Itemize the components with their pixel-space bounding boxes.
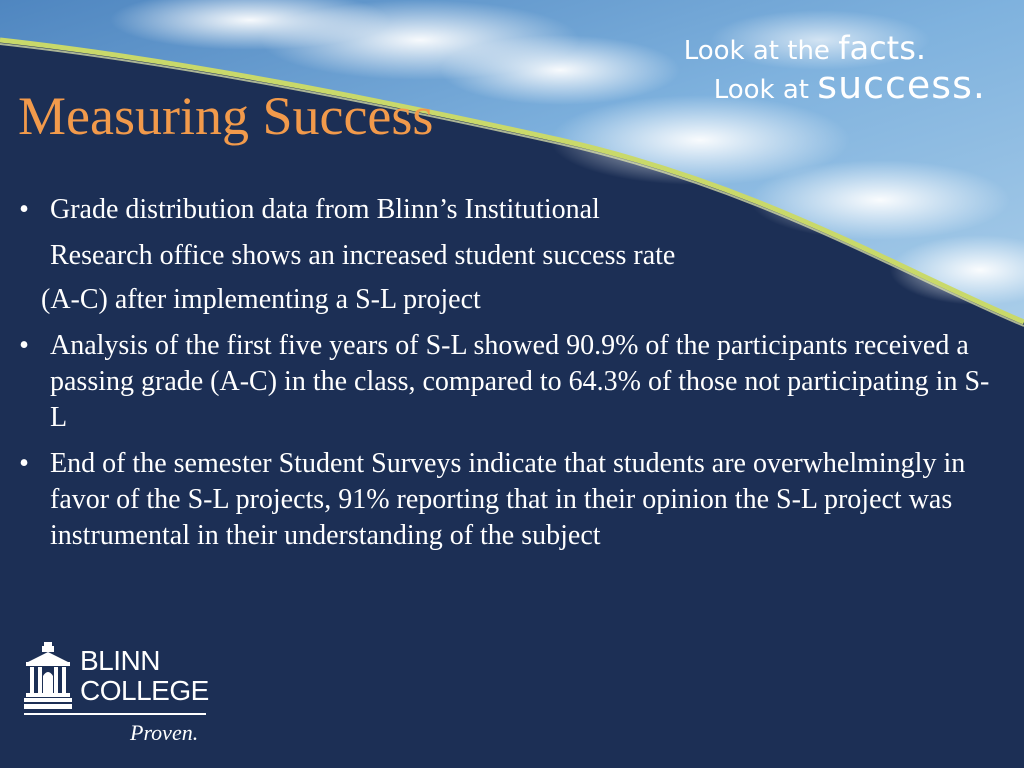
slogan bbox=[683, 29, 986, 107]
logo-line-2: COLLEGE bbox=[80, 675, 209, 706]
bullet-item-1-continuation bbox=[14, 238, 1004, 274]
slogan-line-1-prefix: Look at the bbox=[683, 36, 839, 66]
bullet-3-text: End of the semester Student Surveys indicate that students are overwhelmingly in favor of the S-L projects, 91% reporting that in their opinion the S-L project was instrumental in their understanding of the subject bbox=[50, 448, 966, 551]
bullet-marker: • bbox=[19, 194, 29, 225]
slogan-line-1-emphasis: facts. bbox=[838, 29, 927, 67]
bullet-2-text: Analysis of the first five years of S-L showed 90.9% of the participants received a passing grade (A-C) in the class, compared to 64.3% of those not participating in S-L bbox=[50, 330, 990, 433]
bullet-1-line-3: (A-C) after implementing a S-L project bbox=[41, 284, 481, 315]
slogan-line-2-emphasis: success. bbox=[817, 63, 986, 107]
slogan-line-2 bbox=[713, 63, 986, 107]
bullet-marker: • bbox=[19, 448, 29, 479]
bullet-1-line-1: Grade distribution data from Blinn’s Institutional bbox=[50, 194, 600, 225]
bullet-marker: • bbox=[19, 330, 29, 361]
bullet-item-1-continuation-2 bbox=[14, 282, 1004, 318]
logo-motto: Proven. bbox=[130, 720, 199, 745]
slide-title: Measuring Success bbox=[18, 86, 434, 146]
logo-wordmark bbox=[80, 646, 209, 706]
logo-line-1: BLINN bbox=[80, 645, 160, 676]
college-building-icon bbox=[24, 640, 72, 712]
slogan-line-1 bbox=[683, 29, 986, 67]
logo-divider bbox=[24, 713, 206, 715]
bullet-item-2 bbox=[14, 328, 1004, 436]
slogan-line-2-prefix: Look at bbox=[713, 75, 818, 105]
bullet-list bbox=[14, 192, 1004, 554]
blinn-college-logo bbox=[22, 640, 222, 750]
bullet-item-3 bbox=[14, 446, 1004, 554]
bullet-item-1 bbox=[14, 192, 1004, 228]
bullet-1-line-2: Research office shows an increased student success rate bbox=[50, 240, 676, 271]
